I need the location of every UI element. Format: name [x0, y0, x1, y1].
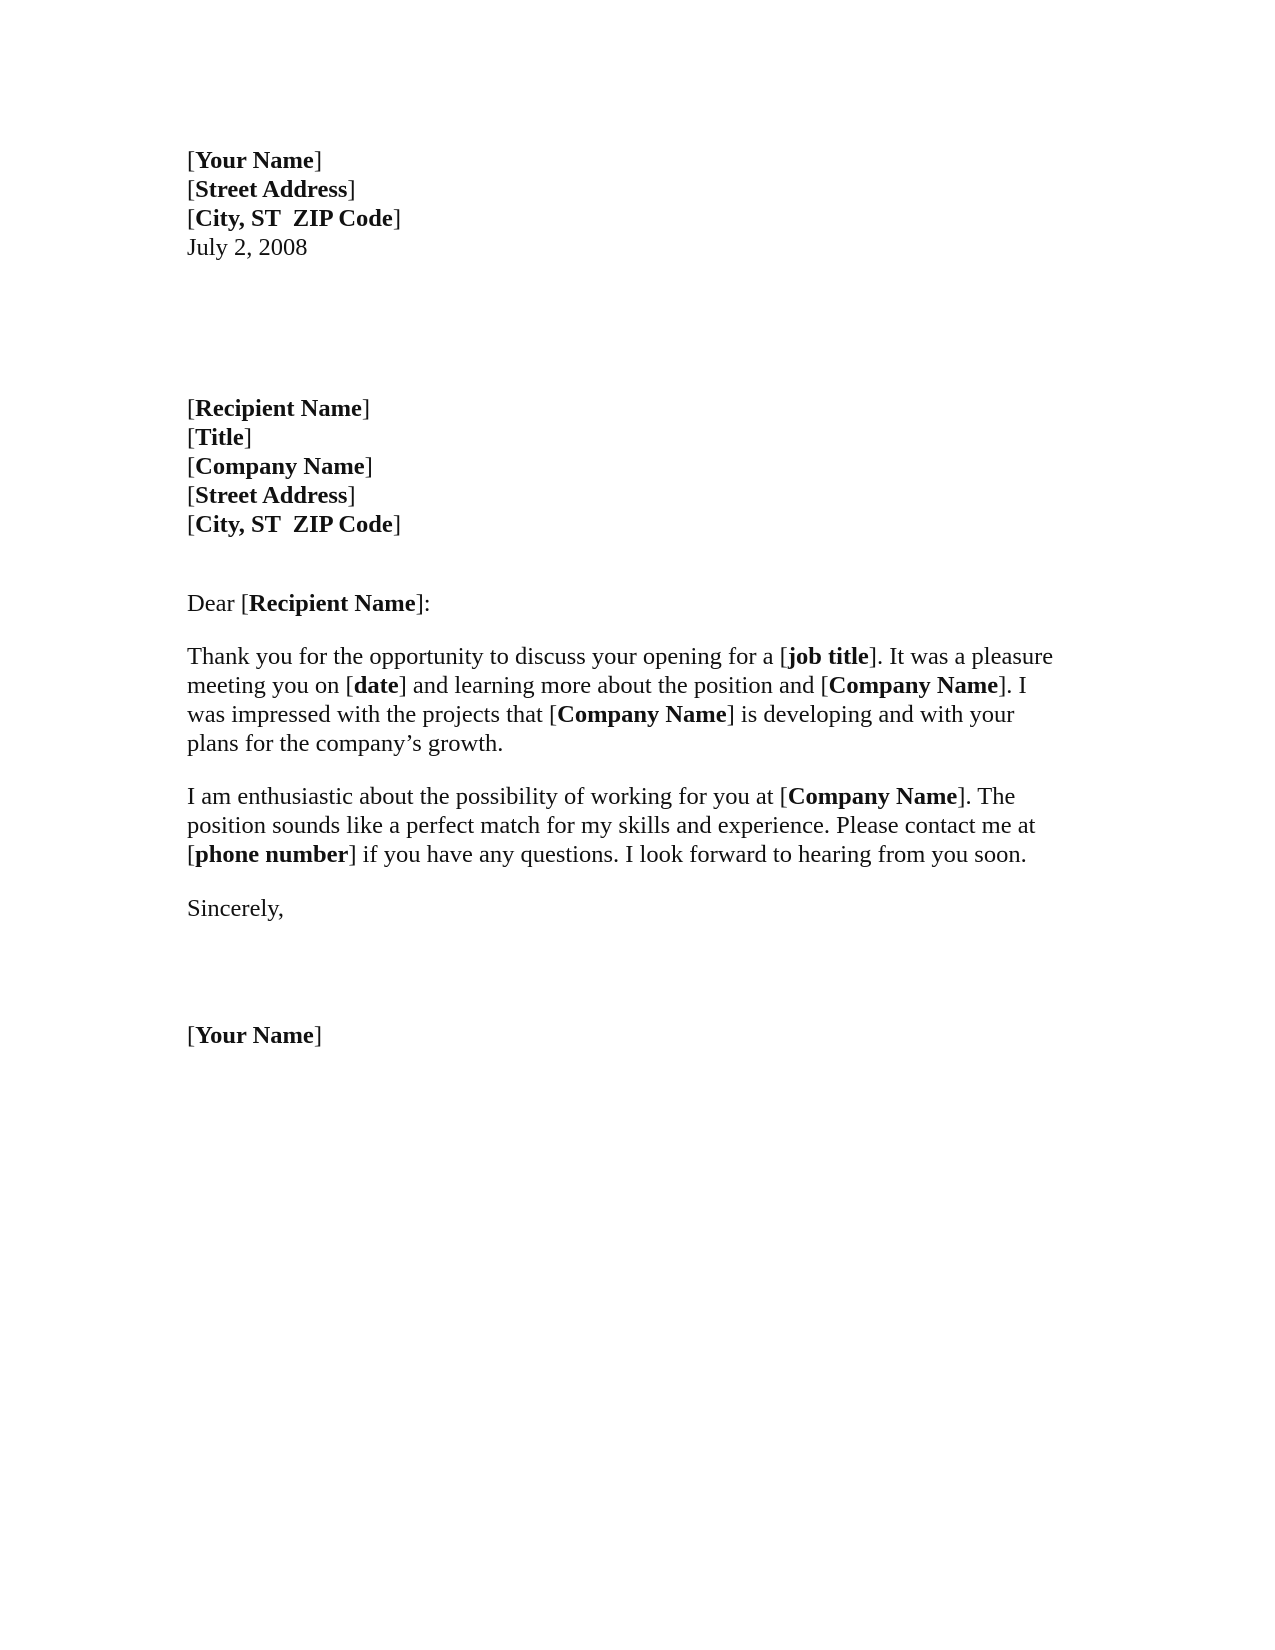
recipient-city-line: [City, ST ZIP Code] — [187, 511, 401, 538]
recipient-street: Street Address — [195, 482, 348, 509]
body-paragraph-1: Thank you for the opportunity to discuss your opening for a [job title]. It was a pleasure meeting you on [date] and learning more about the position and [Company Name]. I was impressed with the projects that [Company Name] is developing and with your plans for the company’s growth. — [187, 643, 1054, 757]
body-paragraph-2: I am enthusiastic about the possibility of working for you at [Company Name]. The position sounds like a perfect match for my skills and experience. Please contact me at [phone number] if you have any questions. I look forward to hearing from you soon. — [187, 783, 1036, 868]
job-title-placeholder: job title — [787, 643, 869, 670]
recipient-company-line: [Company Name] — [187, 453, 373, 480]
company-name-placeholder: Company Name — [828, 672, 999, 699]
company-name-placeholder: Company Name — [557, 701, 727, 728]
sender-street-line: [Street Address] — [187, 176, 356, 203]
cover-letter — [187, 146, 1087, 1050]
recipient-street-line: [Street Address] — [187, 482, 356, 509]
recipient-name: Recipient Name — [195, 395, 362, 422]
signature-name: Your Name — [195, 1022, 314, 1049]
phone-number-placeholder: phone number — [195, 841, 349, 868]
company-name-placeholder: Company Name — [787, 783, 958, 810]
sender-address-block — [187, 146, 1087, 262]
salutation-recipient-name: Recipient Name — [248, 590, 416, 617]
closing: Sincerely, — [187, 895, 285, 922]
recipient-company: Company Name — [195, 453, 365, 480]
recipient-title-line: [Title] — [187, 424, 252, 451]
salutation: Dear [Recipient Name]: — [187, 590, 431, 617]
sender-city: City, ST ZIP Code — [195, 205, 393, 232]
date-placeholder: date — [353, 672, 399, 699]
recipient-city: City, ST ZIP Code — [195, 511, 393, 538]
recipient-title: Title — [195, 424, 244, 451]
recipient-name-line: [Recipient Name] — [187, 395, 371, 422]
signature-block: [Your Name] — [187, 1022, 322, 1049]
sender-name: Your Name — [195, 147, 314, 174]
sender-city-line: [City, ST ZIP Code] — [187, 205, 401, 232]
sender-street: Street Address — [195, 176, 348, 203]
letter-date: July 2, 2008 — [187, 234, 308, 261]
sender-name-line: [Your Name] — [187, 147, 322, 174]
recipient-address-block — [187, 394, 1087, 539]
